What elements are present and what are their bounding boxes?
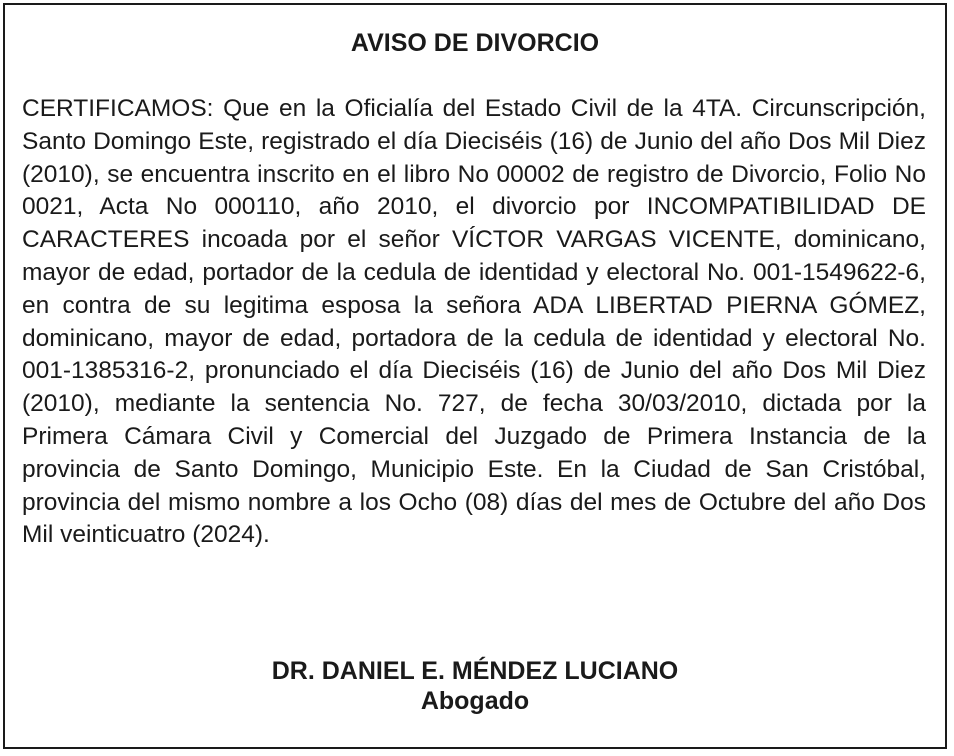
divorce-notice: [3, 3, 947, 749]
signature-name: DR. DANIEL E. MÉNDEZ LUCIANO: [271, 657, 679, 685]
notice-title: AVISO DE DIVORCIO: [350, 29, 600, 57]
signature-block: [5, 656, 945, 716]
signature-title: Abogado: [420, 687, 530, 715]
notice-body: CERTIFICAMOS: Que en la Oficialía del Estado Civil de la 4TA. Circunscripción, Santo Domingo Este, registrado el día Dieciséis (16) de Junio del año Dos Mil Diez (2010), se encuentra inscrito en el libro No 00002 de registro de Divorcio, Folio No 0021, Acta No 000110, año 2010, el divorcio por INCOMPATIBILIDAD DE CARACTERES incoada por el señor VÍCTOR VARGAS VICENTE, dominicano, mayor de edad, portador de la cedula de identidad y electoral No. 001-1549622-6, en contra de su legitima esposa la señora ADA LIBERTAD PIERNA GÓMEZ, dominicano, mayor de edad, portadora de la cedula de identidad y electoral No. 001-1385316-2, pronunciado el día Dieciséis (16) de Junio del año Dos Mil Diez (2010), mediante la sentencia No. 727, de fecha 30/03/2010, dictada por la Primera Cámara Civil y Comercial del Juzgado de Primera Instancia de la provincia de Santo Domingo, Municipio Este. En la Ciudad de San Cristóbal, provincia del mismo nombre a los Ocho (08) días del mes de Octubre del año Dos Mil veinticuatro (2024).: [22, 95, 926, 549]
